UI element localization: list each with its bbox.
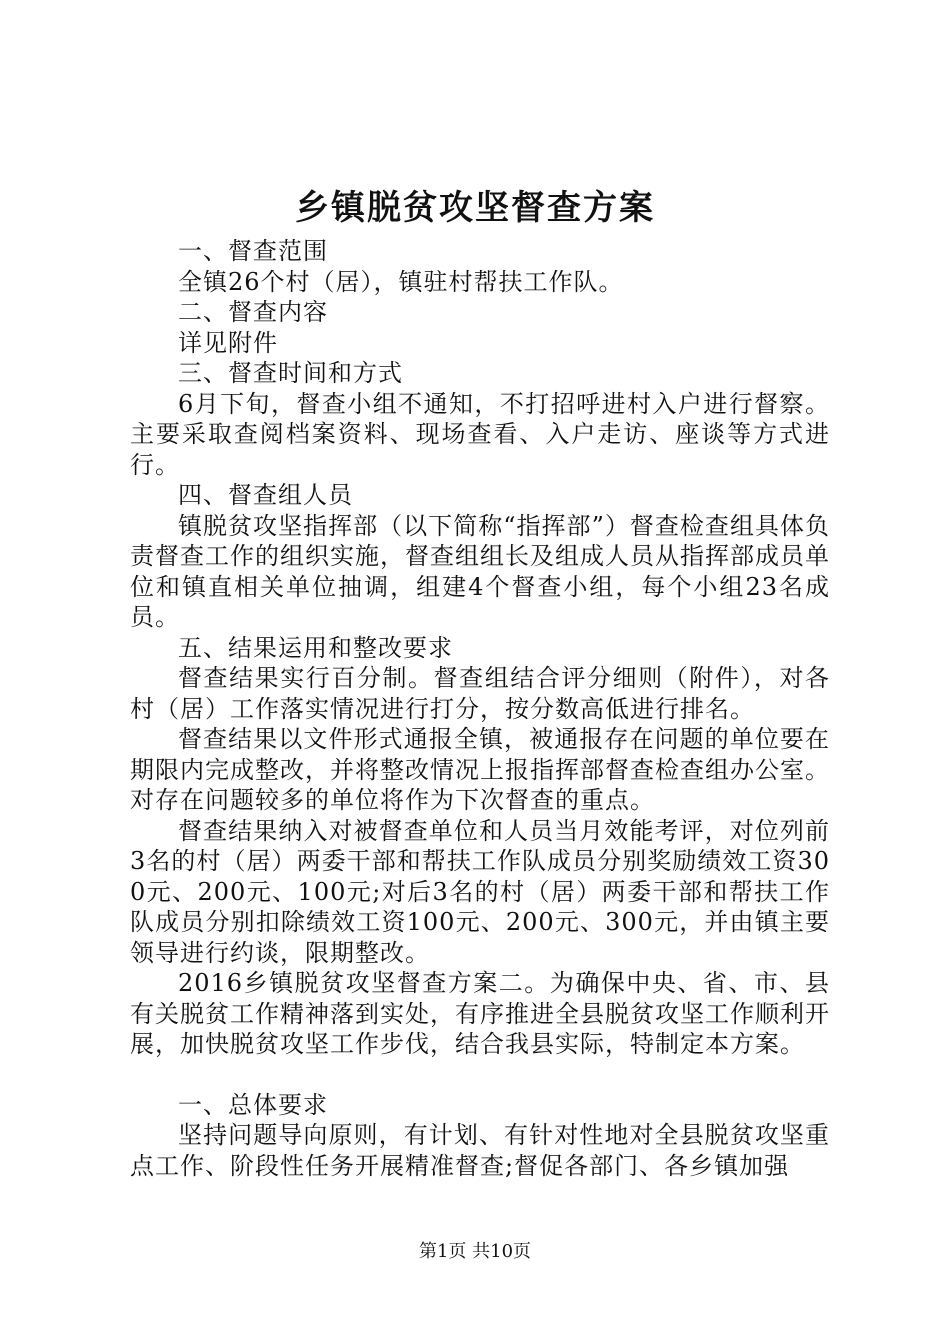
page-number-footer: 第1页 共10页 bbox=[418, 1241, 532, 1262]
section-heading-time-method: 三、督查时间和方式 bbox=[178, 359, 403, 387]
document-title: 乡镇脱贫攻坚督查方案 bbox=[295, 188, 655, 228]
paragraph-plan-two-intro: 2016乡镇脱贫攻坚督查方案二。为确保中央、省、市、县有关脱贫工作精神落到实处，有序推进全县脱贫攻坚工作顺利开展，加快脱贫攻坚工作步伐，结合我县实际，特制定本方案。 bbox=[130, 969, 830, 1058]
paragraph-results-1: 督查结果实行百分制。督查组结合评分细则（附件），对各村（居）工作落实情况进行打分，按分数高低进行排名。 bbox=[130, 664, 830, 723]
paragraph-content: 详见附件 bbox=[178, 328, 278, 357]
paragraph-scope: 全镇26个村（居），镇驻村帮扶工作队。 bbox=[178, 267, 624, 296]
section-heading-scope: 一、督查范围 bbox=[178, 237, 328, 265]
document-body bbox=[130, 236, 830, 1181]
section-heading-results: 五、结果运用和整改要求 bbox=[178, 633, 453, 662]
paragraph-general-requirements: 坚持问题导向原则，有计划、有针对性地对全县脱贫攻坚重点工作、阶段性任务开展精准督查;督促各部门、各乡镇加强 bbox=[130, 1121, 830, 1180]
section-heading-general-requirements: 一、总体要求 bbox=[178, 1090, 328, 1119]
paragraph-results-2: 督查结果以文件形式通报全镇，被通报存在问题的单位要在期限内完成整改，并将整改情况上报指挥部督查检查组办公室。对存在问题较多的单位将作为下次督查的重点。 bbox=[130, 725, 830, 814]
paragraph-time-method: 6月下旬，督查小组不通知，不打招呼进村入户进行督察。主要采取查阅档案资料、现场查看、入户走访、座谈等方式进行。 bbox=[130, 389, 830, 479]
section-heading-personnel: 四、督查组人员 bbox=[178, 481, 353, 509]
paragraph-results-3: 督查结果纳入对被督查单位和人员当月效能考评，对位列前3名的村（居）两委干部和帮扶工作队成员分别奖励绩效工资300元、200元、100元;对后3名的村（居）两委干部和帮扶工作队成员分别扣除绩效工资100元、200元、300元，并由镇主要领导进行约谈，限期整改。 bbox=[130, 816, 830, 967]
paragraph-personnel: 镇脱贫攻坚指挥部（以下简称“指挥部”）督查检查组具体负责督查工作的组织实施，督查组组长及组成人员从指挥部成员单位和镇直相关单位抽调，组建4个督查小组，每个小组23名成员。 bbox=[130, 511, 830, 631]
section-heading-content: 二、督查内容 bbox=[178, 298, 328, 326]
